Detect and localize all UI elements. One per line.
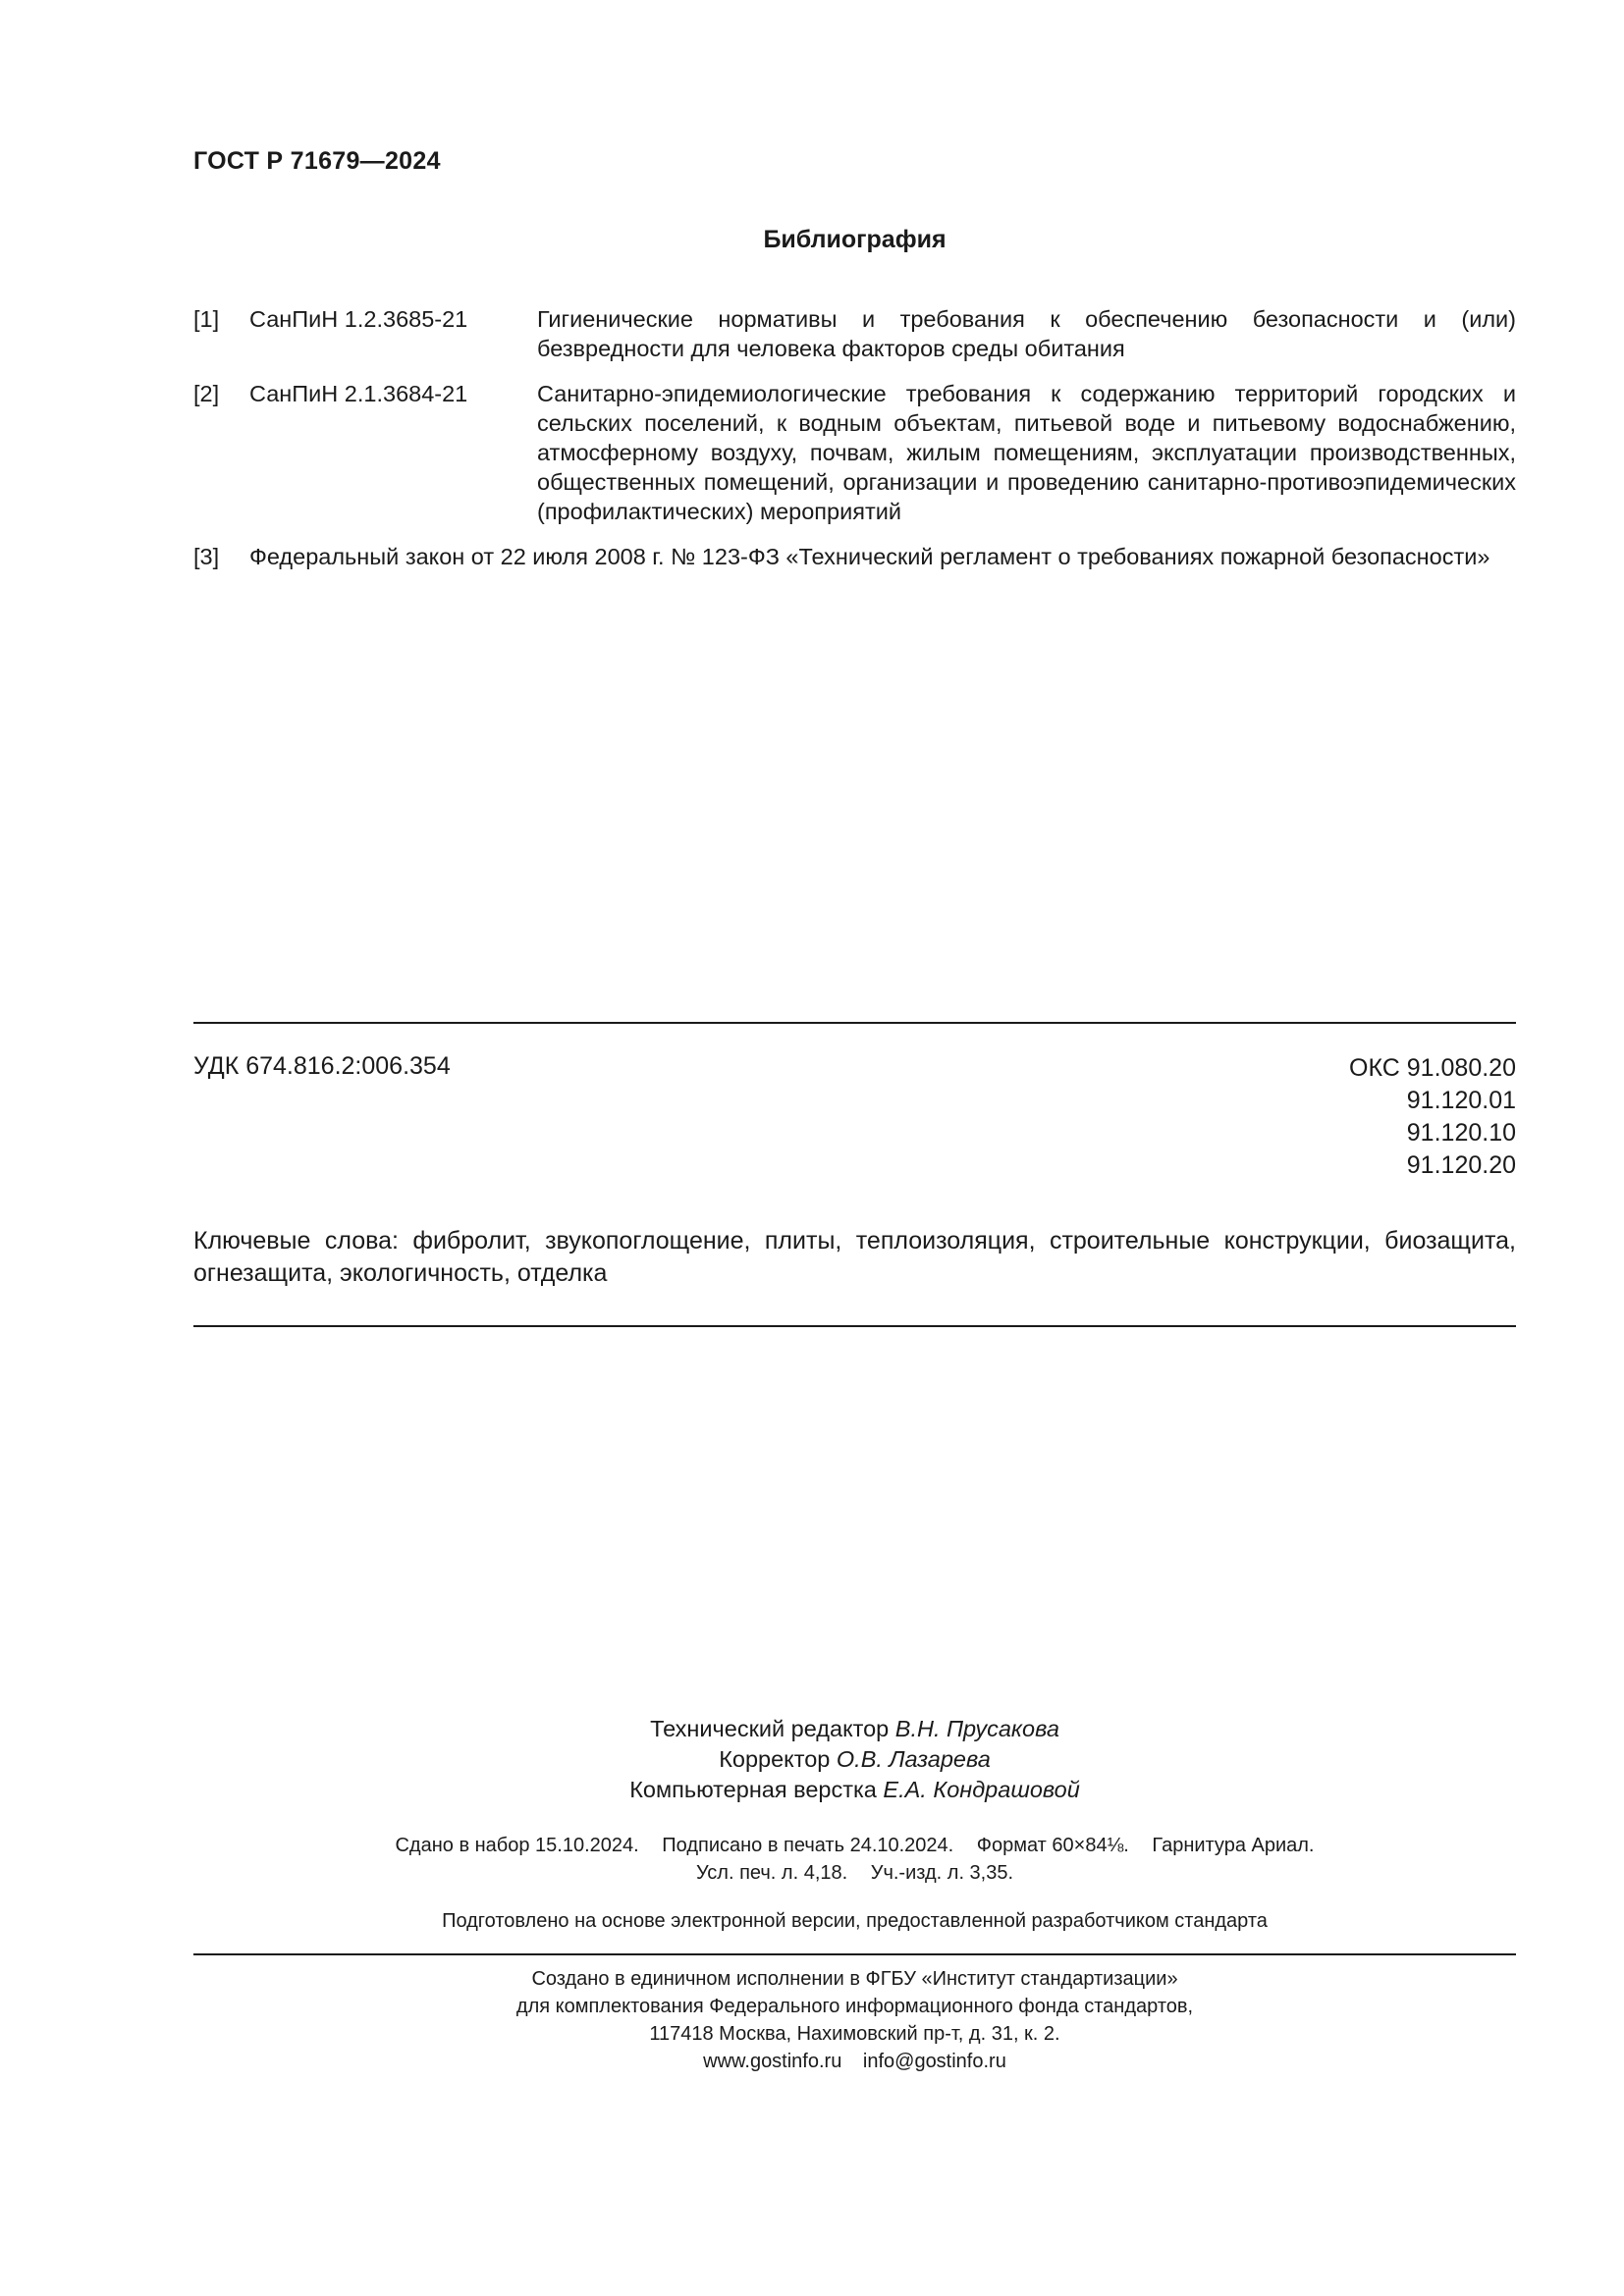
entry-code: СанПиН 1.2.3685-21	[249, 306, 468, 332]
email-link[interactable]: info@gostinfo.ru	[862, 2051, 1006, 2072]
imprint-print-date: Подписано в печать 24.10.2024.	[662, 1835, 954, 1856]
entry-number: [2]	[193, 381, 220, 406]
bibliography-list	[193, 304, 1516, 587]
entry-code: СанПиН 2.1.3684-21	[249, 381, 468, 406]
divider-keywords	[193, 1325, 1516, 1327]
publisher-contacts	[193, 2048, 1516, 2075]
divider-bottom	[193, 1953, 1516, 1955]
credit-role: Корректор	[719, 1746, 831, 1772]
entry-number: [3]	[193, 544, 220, 569]
entry-title: Санитарно-эпидемиологические требования к содержанию территорий городских и сельских поселений, к водным объектам, питьевой воде и питьевому водоснабжению, атмосферному воздуху, почвам, жилым помещениям, эксплуатации производственных, общественных помещений, организации и проведению санитарно-противоэпидемических (профилактических) мероприятий	[537, 381, 1516, 524]
oks-code: 91.120.10	[1406, 1119, 1516, 1147]
imprint-line	[193, 1832, 1516, 1859]
bibliography-title: Библиография	[763, 226, 947, 253]
bibliography-entry	[193, 379, 1516, 526]
imprint-print-sheets: Усл. печ. л. 4,18.	[695, 1862, 848, 1884]
credit-role: Технический редактор	[650, 1716, 890, 1741]
credit-line	[193, 1775, 1516, 1805]
credit-role: Компьютерная верстка	[629, 1777, 877, 1802]
oks-codes	[1349, 1052, 1516, 1182]
udk-code: УДК 674.816.2:006.354	[193, 1052, 451, 1080]
credit-name: В.Н. Прусакова	[894, 1716, 1059, 1741]
divider-top	[193, 1022, 1516, 1024]
prepared-note: Подготовлено на основе электронной версии, предоставленной разработчиком стандарта	[442, 1910, 1268, 1932]
credit-line	[193, 1714, 1516, 1744]
imprint-typeface: Гарнитура Ариал.	[1152, 1835, 1315, 1856]
publisher-line: Создано в единичном исполнении в ФГБУ «Институт стандартизации»	[531, 1968, 1178, 1990]
standard-designation: ГОСТ Р 71679—2024	[193, 147, 441, 175]
oks-code: 91.120.01	[1406, 1087, 1516, 1114]
imprint-publisher-sheets: Уч.-изд. л. 3,35.	[870, 1862, 1014, 1884]
publisher-address: 117418 Москва, Нахимовский пр-т, д. 31, к. 2.	[649, 2023, 1060, 2045]
imprint-typeset-date: Сдано в набор 15.10.2024.	[395, 1835, 639, 1856]
entry-title: Гигиенические нормативы и требования к обеспечению безопасности и (или) безвредности для человека факторов среды обитания	[537, 306, 1516, 361]
credit-name: О.В. Лазарева	[836, 1746, 991, 1772]
publisher-line: для комплектования Федерального информационного фонда стандартов,	[515, 1996, 1194, 2017]
publisher-info	[193, 1965, 1516, 2075]
bibliography-entry	[193, 542, 1516, 571]
website-link[interactable]: www.gostinfo.ru	[703, 2051, 842, 2072]
bibliography-entry	[193, 304, 1516, 363]
print-imprint	[193, 1832, 1516, 1887]
imprint-format: Формат 60×84⅛.	[976, 1835, 1129, 1856]
credit-line	[193, 1744, 1516, 1775]
imprint-line	[193, 1859, 1516, 1887]
oks-code: ОКС 91.080.20	[1349, 1054, 1516, 1082]
keywords: Ключевые слова: фибролит, звукопоглощение, плиты, теплоизоляция, строительные конструкции, биозащита, огнезащита, экологичность, отделка	[193, 1227, 1516, 1287]
entry-number: [1]	[193, 306, 220, 332]
credit-name: Е.А. Кондрашовой	[883, 1777, 1080, 1802]
oks-code: 91.120.20	[1406, 1151, 1516, 1179]
entry-title: Федеральный закон от 22 июля 2008 г. № 123-ФЗ «Технический регламент о требованиях пожарной безопасности»	[249, 544, 1490, 569]
credits	[193, 1714, 1516, 1805]
